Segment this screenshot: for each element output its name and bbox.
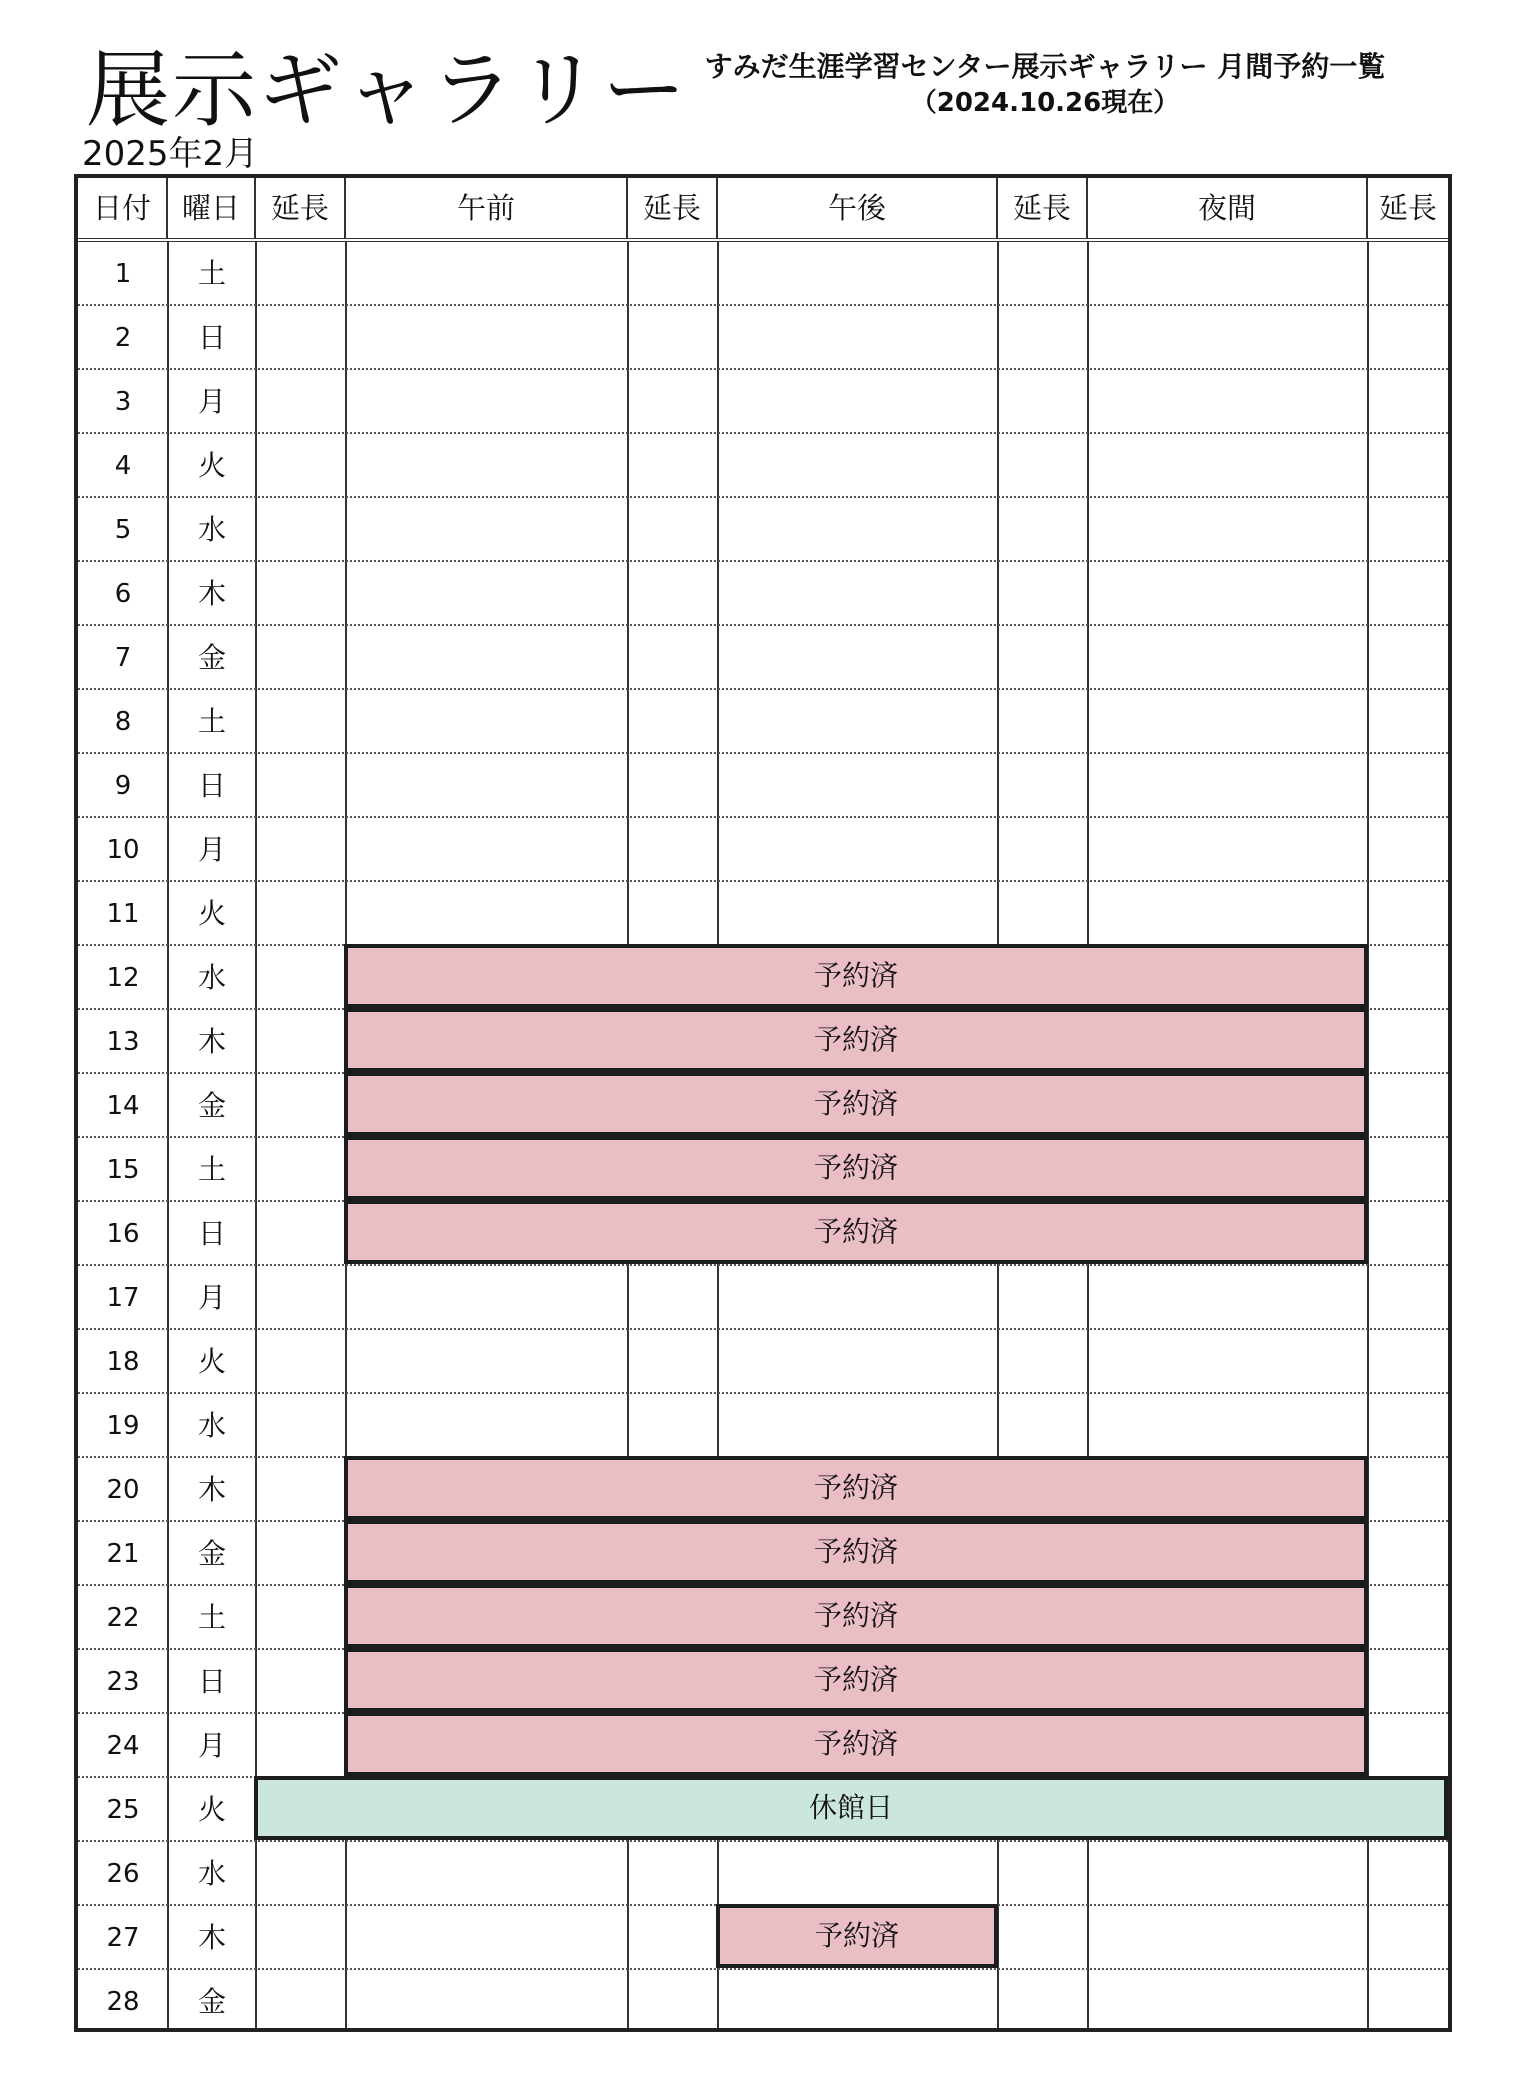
weekday-cell: 火 [197, 449, 226, 482]
day-cell: 4 [114, 451, 132, 481]
table-row [78, 1394, 1448, 1458]
weekday-cell: 金 [197, 1985, 226, 2018]
column-header-evening: 夜間 [1088, 178, 1368, 238]
weekday-cell: 日 [197, 321, 226, 354]
day-cell: 19 [106, 1411, 140, 1441]
table-row [78, 1330, 1448, 1394]
day-cell: 22 [106, 1603, 140, 1633]
column-header-date: 日付 [78, 178, 168, 238]
table-row [78, 434, 1448, 498]
reservation-band: 予約済 [344, 1072, 1368, 1136]
column-header-morning: 午前 [346, 178, 628, 238]
weekday-cell: 土 [197, 1601, 226, 1634]
reservation-table [74, 174, 1452, 2032]
reservation-band: 予約済 [344, 1200, 1368, 1264]
weekday-cell: 木 [197, 1921, 226, 1954]
weekday-cell: 日 [197, 769, 226, 802]
reservation-band: 予約済 [716, 1904, 998, 1968]
weekday-cell: 月 [197, 385, 226, 418]
table-row [78, 626, 1448, 690]
weekday-cell: 月 [197, 833, 226, 866]
weekday-cell: 月 [197, 1729, 226, 1762]
reservation-band: 予約済 [344, 1584, 1368, 1648]
day-cell: 10 [106, 835, 140, 865]
day-cell: 24 [106, 1731, 140, 1761]
reservation-band: 予約済 [344, 1520, 1368, 1584]
column-header-extension-4: 延長 [1378, 191, 1437, 225]
reservation-band: 予約済 [344, 1008, 1368, 1072]
table-row [78, 370, 1448, 434]
weekday-cell: 火 [197, 1345, 226, 1378]
weekday-cell: 日 [197, 1217, 226, 1250]
page-title: 展示ギャラリー [86, 41, 689, 139]
weekday-cell: 水 [197, 1857, 226, 1890]
day-cell: 21 [106, 1539, 140, 1569]
day-cell: 15 [106, 1155, 140, 1185]
day-cell: 16 [106, 1219, 140, 1249]
reservation-band: 予約済 [344, 1712, 1368, 1776]
day-cell: 27 [106, 1923, 140, 1953]
reservation-band: 予約済 [344, 1456, 1368, 1520]
day-cell: 1 [114, 259, 132, 289]
table-row [78, 754, 1448, 818]
column-header-extension-2: 延長 [628, 178, 718, 238]
weekday-cell: 水 [197, 1409, 226, 1442]
weekday-cell: 火 [197, 897, 226, 930]
weekday-cell: 火 [197, 1793, 226, 1826]
weekday-cell: 水 [197, 961, 226, 994]
column-header-extension-3: 延長 [998, 178, 1088, 238]
reservation-band: 予約済 [344, 1648, 1368, 1712]
reservation-band: 予約済 [344, 944, 1368, 1008]
weekday-cell: 土 [197, 257, 226, 290]
column-header-afternoon: 午後 [718, 178, 998, 238]
weekday-cell: 木 [197, 1473, 226, 1506]
day-cell: 2 [114, 323, 132, 353]
day-cell: 9 [114, 771, 132, 801]
weekday-cell: 金 [197, 1537, 226, 1570]
table-row [78, 242, 1448, 306]
weekday-cell: 金 [197, 1089, 226, 1122]
weekday-cell: 木 [197, 577, 226, 610]
day-cell: 7 [114, 643, 132, 673]
weekday-cell: 土 [197, 1153, 226, 1186]
month-label: 2025年2月 [82, 134, 259, 174]
day-cell: 23 [106, 1667, 140, 1697]
weekday-cell: 木 [197, 1025, 226, 1058]
day-cell: 11 [106, 899, 140, 929]
day-cell: 17 [106, 1283, 140, 1313]
table-row [78, 562, 1448, 626]
day-cell: 5 [114, 515, 132, 545]
weekday-cell: 日 [197, 1665, 226, 1698]
day-cell: 20 [106, 1475, 140, 1505]
day-cell: 6 [114, 579, 132, 609]
day-cell: 26 [106, 1859, 140, 1889]
day-cell: 3 [114, 387, 132, 417]
table-row [78, 306, 1448, 370]
table-row [78, 690, 1448, 754]
table-row [78, 1266, 1448, 1330]
weekday-cell: 土 [197, 705, 226, 738]
day-cell: 13 [106, 1027, 140, 1057]
day-cell: 25 [106, 1795, 140, 1825]
table-row [78, 1842, 1448, 1906]
as-of-date: （2024.10.26現在） [910, 88, 1180, 118]
table-row [78, 1970, 1448, 2034]
weekday-cell: 月 [197, 1281, 226, 1314]
table-row [78, 498, 1448, 562]
weekday-cell: 金 [197, 641, 226, 674]
day-cell: 14 [106, 1091, 140, 1121]
reservation-band: 予約済 [344, 1136, 1368, 1200]
column-header-weekday: 曜日 [168, 178, 256, 238]
document-subtitle: すみだ生涯学習センター展示ギャラリー 月間予約一覧 [704, 50, 1386, 83]
day-cell: 28 [106, 1987, 140, 2017]
closed-day-band: 休館日 [254, 1776, 1448, 1840]
table-header [78, 178, 1448, 242]
table-row [78, 882, 1448, 946]
column-header-extension-1: 延長 [256, 178, 346, 238]
weekday-cell: 水 [197, 513, 226, 546]
day-cell: 18 [106, 1347, 140, 1377]
day-cell: 12 [106, 963, 140, 993]
table-row [78, 818, 1448, 882]
day-cell: 8 [114, 707, 132, 737]
